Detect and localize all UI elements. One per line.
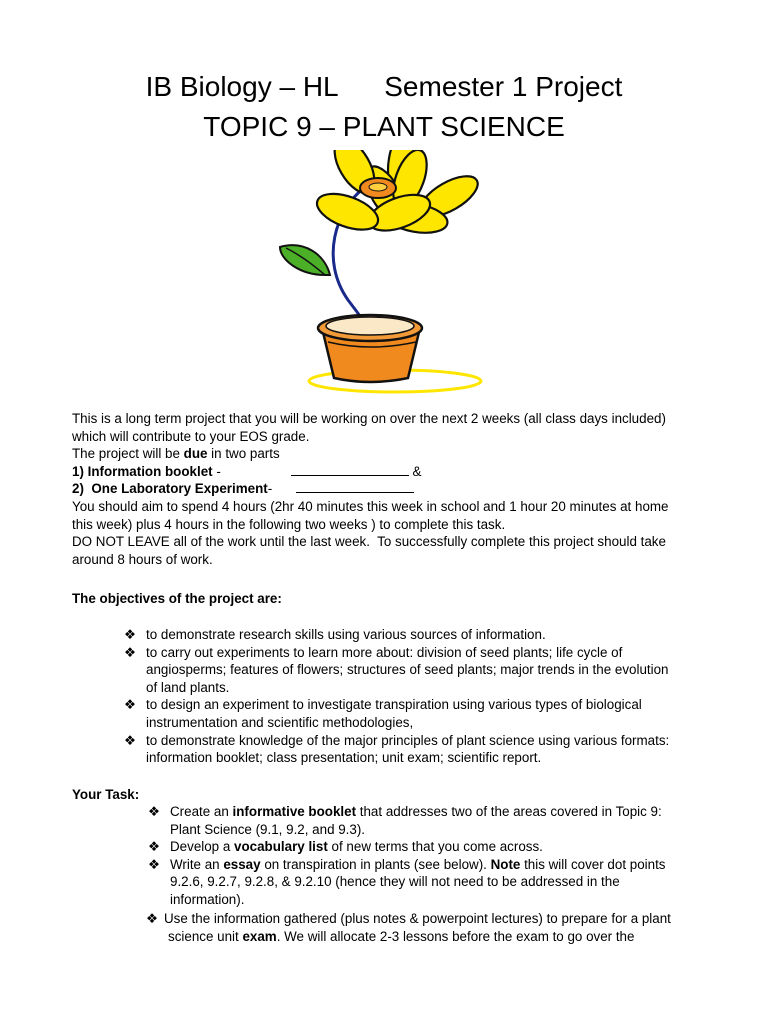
aim-line: this week) plus 4 hours in the following two weeks ) to complete this task. bbox=[72, 516, 506, 532]
page-title: IB Biology – HL Semester 1 Project bbox=[145, 71, 623, 102]
intro-line: which will contribute to your EOS grade. bbox=[72, 428, 310, 444]
task-list-last bbox=[146, 910, 736, 945]
intro-line: This is a long term project that you will be working on over the next 2 weeks (all class days included) bbox=[72, 411, 666, 426]
bullet-diamond-icon: ❖ bbox=[146, 911, 159, 926]
list-item: ❖ to demonstrate knowledge of the major principles of plant science using various formats: information booklet; class presentation; unit exam; scientific report. bbox=[124, 732, 670, 766]
part1-tail: & bbox=[408, 463, 422, 479]
list-item: ❖ Write an essay on transpiration in plants (see below). Note this will cover dot points 9.2.6, 9.2.7, 9.2.8, & 9.2.10 (hence they will not need to be addressed in the information). bbox=[148, 856, 666, 907]
task-heading bbox=[72, 786, 712, 804]
due-word: due bbox=[183, 446, 208, 462]
list-item: ❖ Create an informative booklet that addresses two of the areas covered in Topic 9: Plant Science (9.1, 9.2, and 9.3). bbox=[148, 804, 662, 837]
flower-in-pot-icon bbox=[270, 150, 520, 400]
list-item: ❖ Develop a vocabulary list of new terms that you come across. bbox=[148, 839, 543, 855]
warning-line: around 8 hours of work. bbox=[72, 551, 213, 567]
list-item: ❖ to design an experiment to investigate transpiration using various types of biological instrumentation and scientific methodologies, bbox=[124, 697, 642, 730]
part2-number: 2) bbox=[72, 481, 92, 497]
aim-line: You should aim to spend 4 hours (2hr 40 minutes this week in school and 1 hour 20 minutes at home bbox=[72, 498, 669, 514]
part1-line bbox=[72, 463, 712, 481]
bullet-diamond-icon: ❖ bbox=[148, 856, 161, 872]
part2-due-blank bbox=[296, 480, 414, 493]
due-suffix: in two parts bbox=[207, 446, 280, 462]
list-item: ❖ Use the information gathered (plus notes & powerpoint lectures) to prepare for a plant science unit exam. We will allocate 2-3 lessons before the exam to go over the bbox=[146, 911, 671, 944]
objectives-list bbox=[124, 626, 724, 767]
bullet-diamond-icon: ❖ bbox=[148, 839, 161, 855]
part2-line bbox=[72, 480, 712, 498]
bullet-diamond-icon: ❖ bbox=[148, 804, 161, 819]
page-subtitle: TOPIC 9 – PLANT SCIENCE bbox=[203, 111, 565, 142]
bullet-diamond-icon: ❖ bbox=[124, 697, 137, 713]
bullet-diamond-icon: ❖ bbox=[124, 627, 137, 642]
part2-dash: - bbox=[267, 481, 273, 497]
part2-label: One Laboratory Experiment bbox=[91, 481, 268, 497]
due-line bbox=[72, 445, 712, 463]
part1-dash: - bbox=[212, 463, 221, 479]
list-item: ❖ to carry out experiments to learn more about: division of seed plants; life cycle of angiosperms; features of flowers; structures of seed plants; major trends in the evolution of land plants. bbox=[124, 644, 669, 695]
objectives-heading bbox=[72, 590, 712, 608]
task-heading-text: Your Task: bbox=[72, 787, 140, 802]
part1-number: 1) bbox=[72, 463, 88, 479]
bullet-diamond-icon: ❖ bbox=[124, 644, 137, 660]
objectives-heading-text: The objectives of the project are: bbox=[72, 591, 282, 606]
part1-due-blank bbox=[291, 463, 409, 476]
due-prefix: The project will be bbox=[72, 446, 184, 462]
intro-section bbox=[72, 410, 712, 568]
warning-line: DO NOT LEAVE all of the work until the last week. To successfully complete this project should take bbox=[72, 534, 666, 550]
list-item: ❖ to demonstrate research skills using various sources of information. bbox=[124, 627, 546, 642]
task-list bbox=[148, 803, 728, 909]
bullet-diamond-icon: ❖ bbox=[124, 732, 137, 748]
part1-label: Information booklet bbox=[87, 463, 213, 479]
